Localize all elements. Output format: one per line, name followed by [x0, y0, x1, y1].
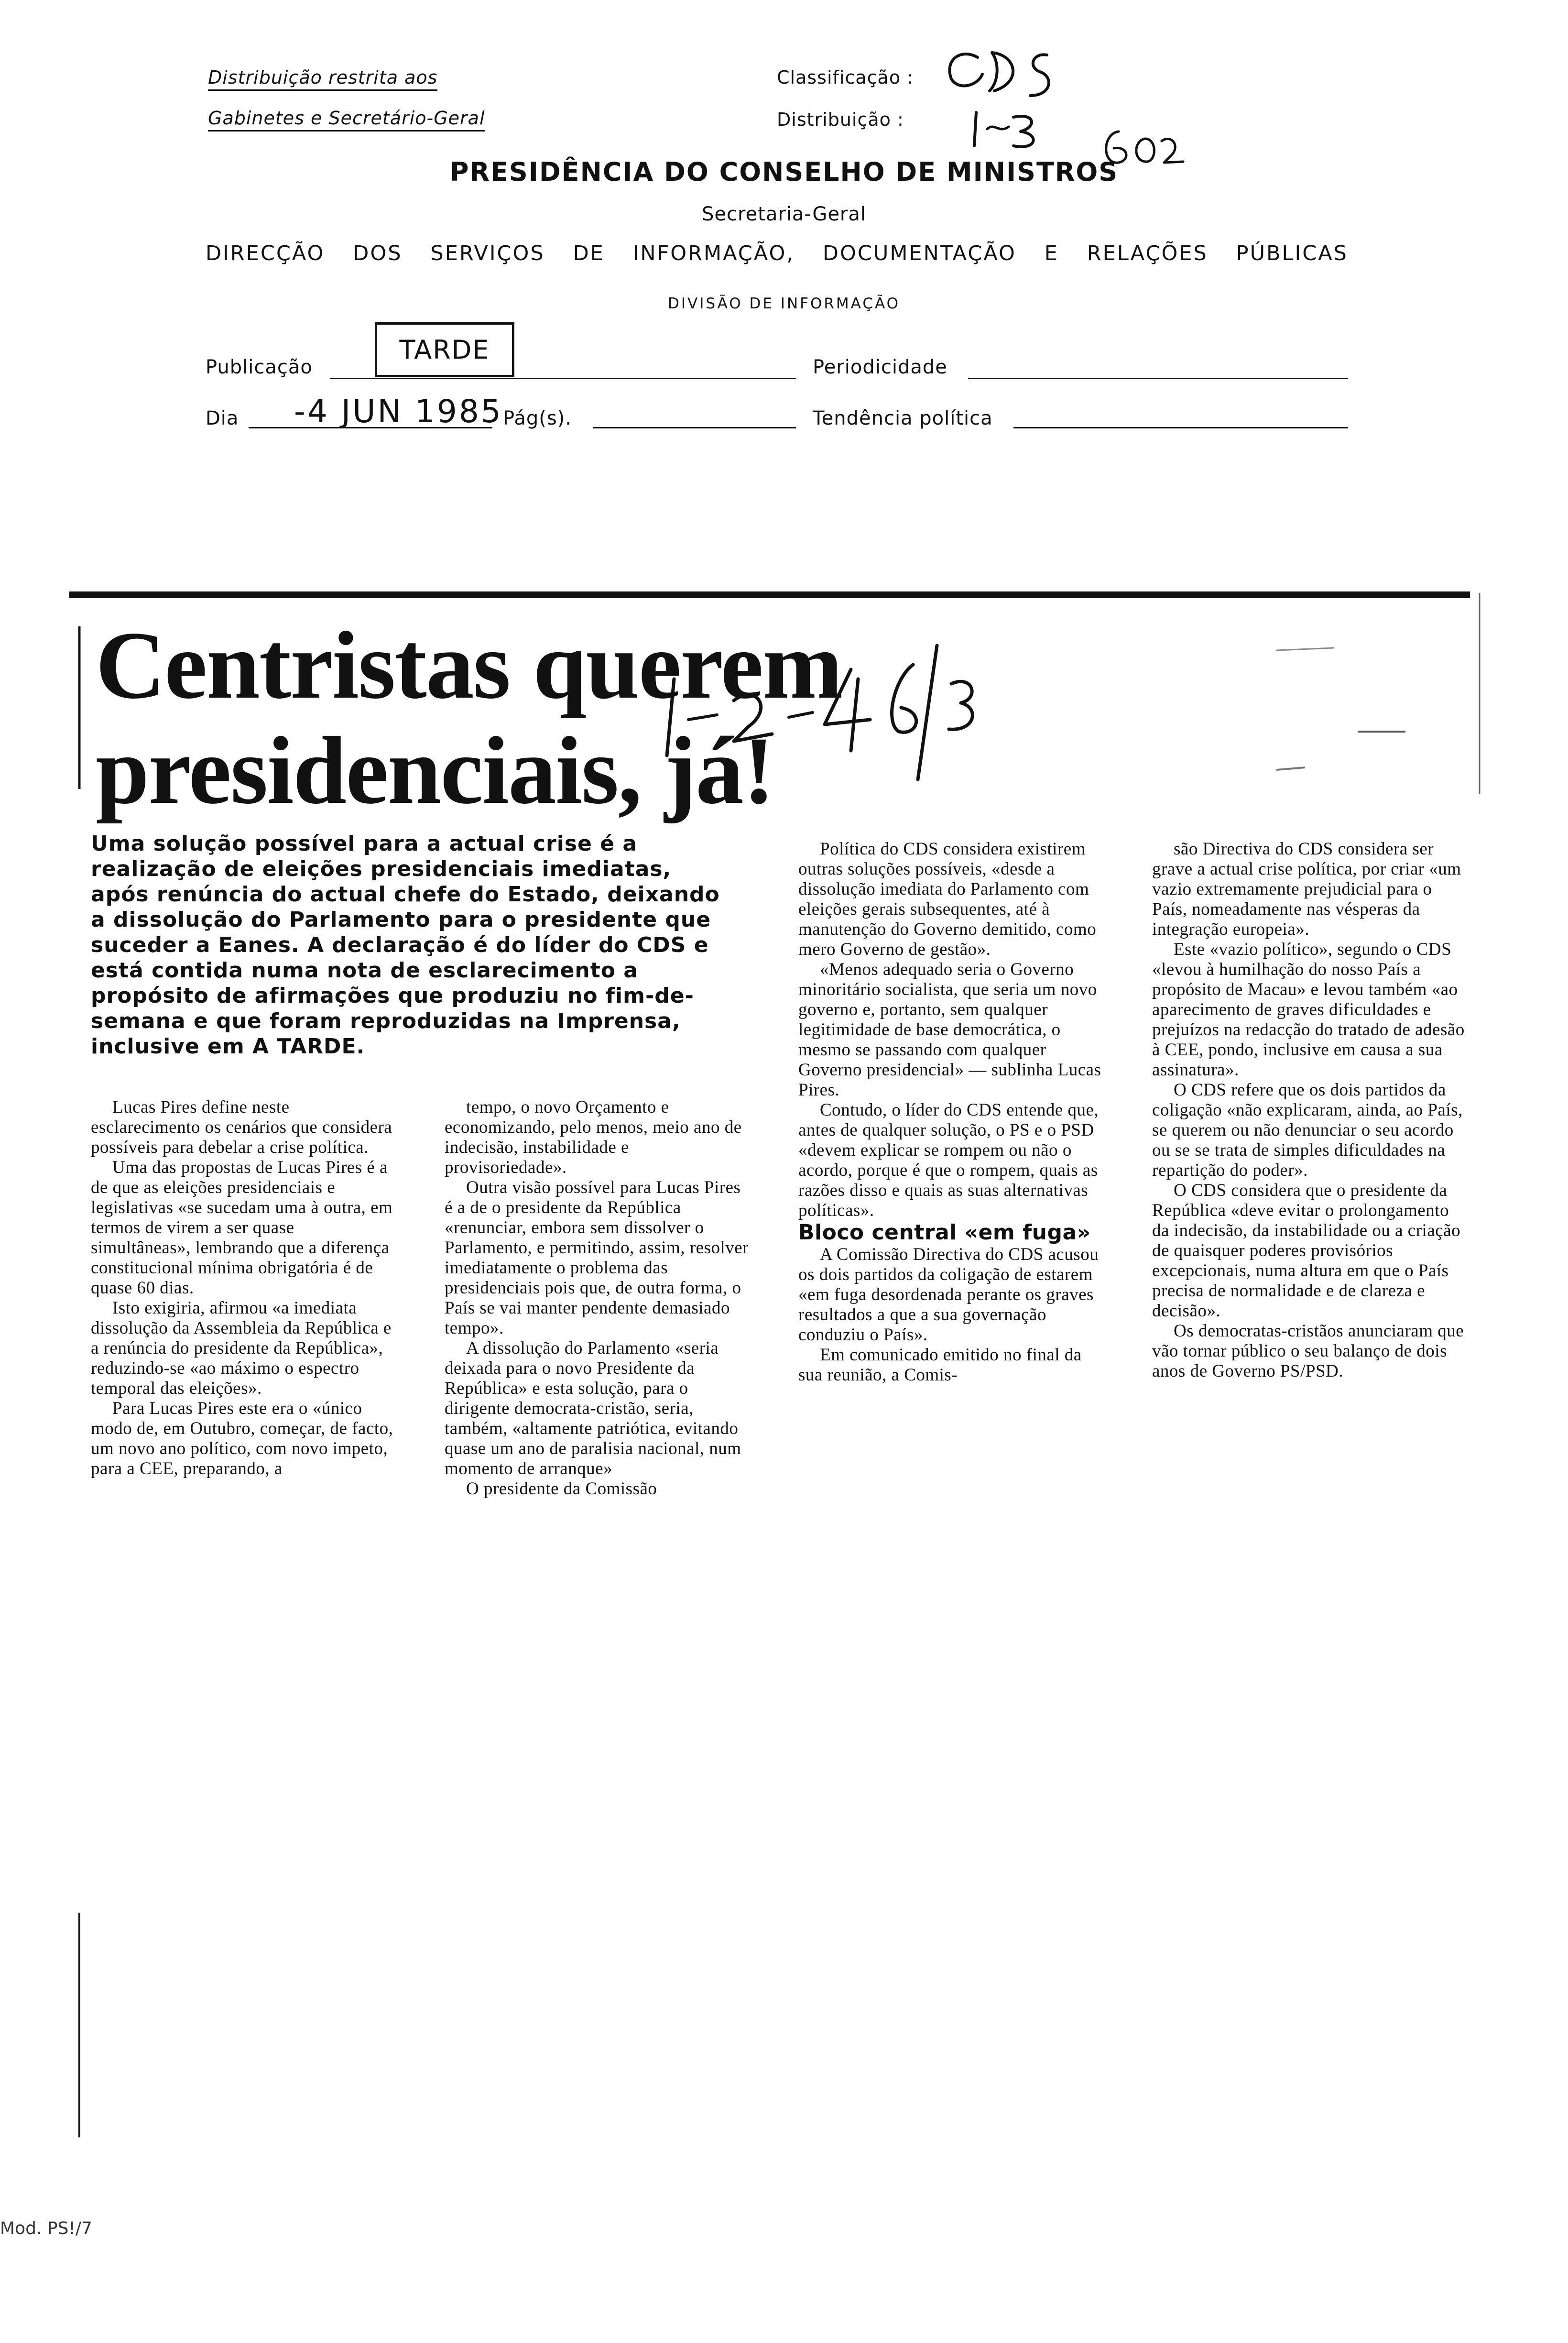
paragraph: A Comissão Directiva do CDS acusou os dois partidos da coligação de estarem «em fuga desordenada perante os graves resultados a que a sua governação conduziu o País».: [798, 1245, 1099, 1345]
article-column-4: [1152, 839, 1468, 1381]
pages-field-line: [593, 427, 796, 428]
directorate-line: [206, 241, 1348, 265]
article-left-rule: [76, 598, 82, 2343]
directorate-word: INFORMAÇÃO,: [632, 241, 795, 265]
paragraph: «Menos adequado seria o Governo minoritário socialista, que seria um novo governo e, portanto, sem qualquer legitimidade de base democrática, o mesmo se passando com qualquer Governo presidencial» — sublinha Lucas Pires.: [798, 960, 1101, 1100]
political-tendency-label: Tendência política: [813, 407, 993, 429]
paragraph: Os democratas-cristãos anunciaram que vão tornar público o seu balanço de dois anos de Governo PS/PSD.: [1152, 1321, 1464, 1381]
paragraph: O presidente da Comissão: [466, 1479, 657, 1499]
directorate-word: SERVIÇOS: [430, 241, 545, 265]
distribution-restriction-line2: Gabinetes e Secretário-Geral: [208, 108, 485, 129]
directorate-word: E: [1044, 241, 1059, 265]
paragraph: Contudo, o líder do CDS entende que, antes de qualquer solução, o PS e o PSD «devem explicar se rompem ou não o acordo, porque é que o rompem, quais as razões disso e quais as suas alternativas políticas».: [798, 1100, 1099, 1220]
paragraph: Este «vazio político», segundo o CDS «levou à humilhação do nosso País a propósito de Macau» e levou também «ao aparecimento de graves dificuldades e prejuízos na redacção do tratado de adesão à CEE, pondo, inclusive em causa a sua assinatura».: [1152, 940, 1465, 1080]
distribution-label: Distribuição :: [777, 109, 904, 130]
headline-line1: Centristas querem: [96, 612, 842, 719]
distribution-restriction-line1: Distribuição restrita aos: [208, 67, 437, 88]
section-subheading: Bloco central «em fuga»: [798, 1220, 1091, 1245]
secretariat-subtitle: Secretaria-Geral: [701, 203, 866, 225]
political-tendency-field-line: [1013, 427, 1348, 428]
publication-field-line: [330, 378, 796, 379]
periodicity-field-line: [968, 378, 1348, 379]
division-label: DIVISÃO DE INFORMAÇÃO: [667, 295, 901, 312]
paragraph: Para Lucas Pires este era o «único modo de, em Outubro, começar, de facto, um novo ano político, com novo impeto, para a CEE, preparando, a: [91, 1399, 393, 1478]
presidency-title: PRESIDÊNCIA DO CONSELHO DE MINISTROS: [449, 157, 1119, 187]
directorate-word: DIRECÇÃO: [206, 241, 325, 265]
headline-line2: presidenciais, já!: [96, 717, 774, 824]
handwritten-annotations: [932, 19, 1482, 182]
directorate-word: DOS: [353, 241, 403, 265]
margin-marks: [1262, 612, 1434, 784]
paragraph: Lucas Pires define neste esclarecimento os cenários que considera possíveis para debelar a crise política.: [91, 1097, 392, 1157]
article-column-1: [91, 1097, 397, 1479]
form-code: Mod. PS!/7: [0, 2219, 92, 2238]
directorate-word: RELAÇÕES: [1087, 241, 1208, 265]
article-lede: Uma solução possível para a actual crise é a realização de eleições presidenciais imediatas, após renúncia do actual chefe do Estado, deixando a dissolução do Parlamento para o presidente que suceder a Eanes. A declaração é do líder do CDS e está contida numa nota de esclarecimento a propósito de afirmações que produziu no fim-de-semana e que foram reproduzidas na Imprensa, inclusive em A TARDE.: [91, 832, 720, 1059]
paragraph: Política do CDS considera existirem outras soluções possíveis, «desde a dissolução imediata do Parlamento com eleições gerais subsequentes, até à manutenção do Governo demitido, como mero Governo de gestão».: [798, 839, 1097, 959]
article-column-2: [445, 1097, 751, 1499]
article-right-rule: [1477, 593, 1482, 794]
paragraph: O CDS considera que o presidente da República «deve evitar o prolongamento da indecisão, da instabilidade ou a criação de quaisquer poderes provisórios excepcionais, numa altura em que o País precisa de normalidade e de clareza e decisão».: [1152, 1181, 1461, 1321]
paragraph: Uma das propostas de Lucas Pires é a de que as eleições presidenciais e legislativas «se sucedam uma à outra, em termos de virem a ser quase simultâneas», lembrando que a diferença constitucional mínima obrigatória é de quase 60 dias.: [91, 1158, 393, 1298]
day-label: Dia: [206, 407, 239, 429]
paragraph: Isto exigiria, afirmou «a imediata dissolução da Assembleia da República e a renúncia do presidente da República», reduzindo-se «ao máximo o espectro temporal das eleições».: [91, 1298, 392, 1398]
directorate-word: DOCUMENTAÇÃO: [822, 241, 1016, 265]
paragraph: O CDS refere que os dois partidos da coligação «não explicaram, ainda, ao País, se querem ou não denunciar o seu acordo ou se se trata de simples dificuldades na repartição do poder».: [1152, 1080, 1463, 1180]
paragraph: Outra visão possível para Lucas Pires é a de o presidente da República «renunciar, embora sem dissolver o Parlamento, e permitindo, assim, resolver imediatamente o problema das presidenciais pois que, de outra forma, o País se vai manter pendente demasiado tempo».: [445, 1178, 749, 1338]
article-column-3: [798, 839, 1109, 1385]
article-top-rule: [69, 591, 1470, 598]
headline-handwritten-note: [645, 617, 1028, 789]
paragraph: A dissolução do Parlamento «seria deixada para o novo Presidente da República» e esta solução, para o dirigente democrata-cristão, seria, também, «altamente patriótica, evitando quase um ano de paralisia nacional, num momento de arranque»: [445, 1338, 741, 1478]
date-stamp: -4 JUN 1985: [294, 393, 503, 430]
paragraph: são Directiva do CDS considera ser grave a actual crise política, por criar «um vazio extremamente prejudicial para o País, nomeadamente nas vésperas da integração europeia».: [1152, 839, 1461, 939]
publication-stamp: TARDE: [375, 322, 514, 377]
publication-label: Publicação: [206, 356, 313, 378]
paragraph: tempo, o novo Orçamento e economizando, pelo menos, meio ano de indecisão, instabilidade e provisoriedade».: [445, 1097, 742, 1177]
directorate-word: PÚBLICAS: [1236, 241, 1348, 265]
paragraph: Em comunicado emitido no final da sua reunião, a Comis-: [798, 1345, 1082, 1385]
pages-label: Pág(s).: [503, 407, 572, 429]
directorate-word: DE: [573, 241, 605, 265]
classification-label: Classificação :: [777, 67, 914, 88]
periodicity-label: Periodicidade: [813, 356, 947, 378]
